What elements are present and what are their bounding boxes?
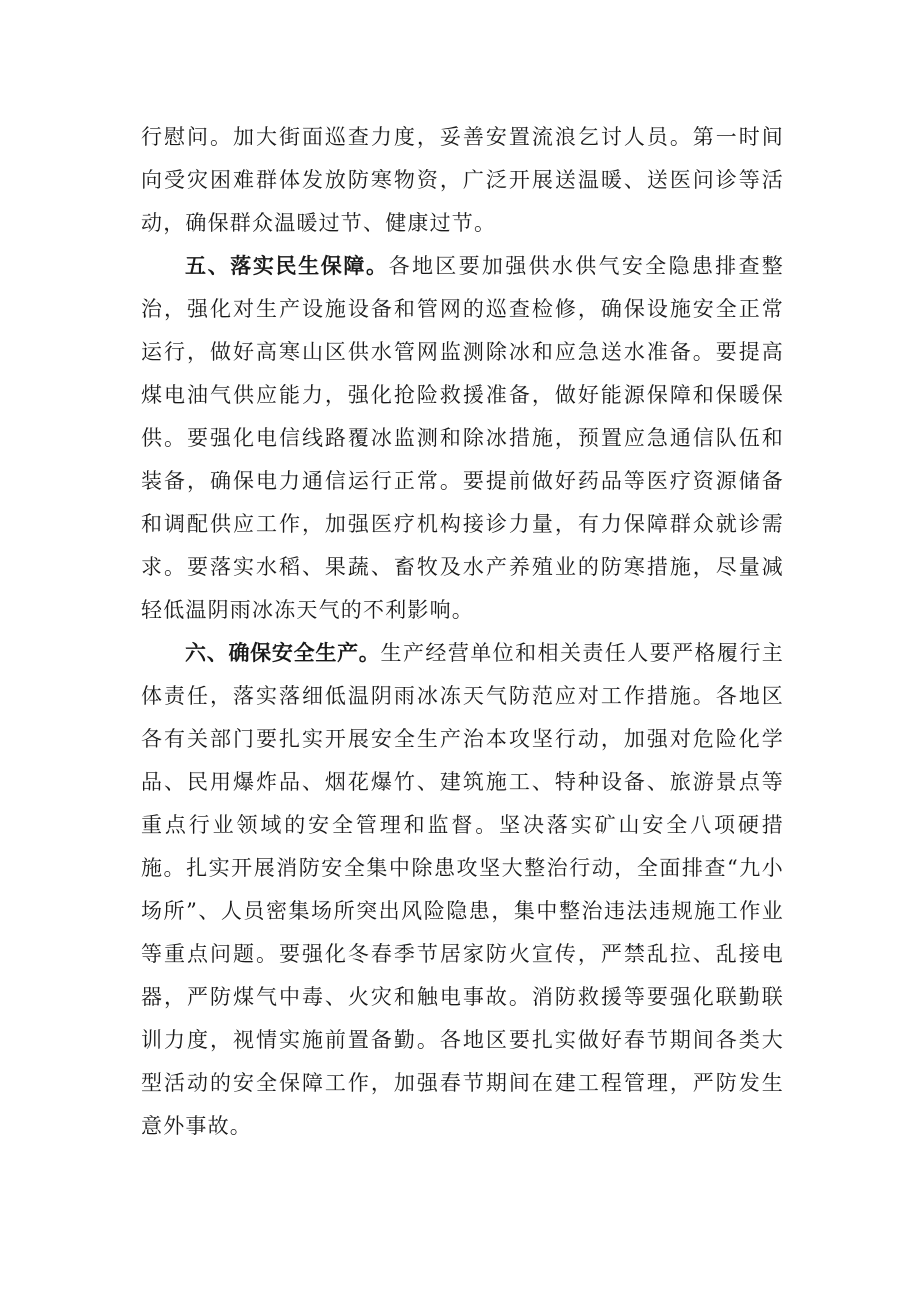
paragraph-text: 生产经营单位和相关责任人要严格履行主体责任，落实落细低温阴雨冰冻天气防范应对工作措施。各地区各有关部门要扎实开展安全生产治本攻坚行动，加强对危险化学品、民用爆炸品、烟花爆竹、建筑施工、特种设备、旅游景点等重点行业领域的安全管理和监督。坚决落实矿山安全八项硬措施。扎实开展消防安全集中除患攻坚大整治行动，全面排查“九小场所”、人员密集场所突出风险隐患，集中整治违法违规施工作业等重点问题。要强化冬春季节居家防火宣传，严禁乱拉、乱接电器，严防煤气中毒、火灾和触电事故。消防救援等要强化联勤联训力度，视情实施前置备勤。各地区要扎实做好春节期间各类大型活动的安全保障工作，加强春节期间在建工程管理，严防发生意外事故。 xyxy=(141,641,784,1138)
paragraph-text: 各地区要加强供水供气安全隐患排查整治，强化对生产设施设备和管网的巡查检修，确保设施安全正常运行，做好高寒山区供水管网监测除冰和应急送水准备。要提高煤电油气供应能力，强化抢险救援准备，做好能源保障和保暖保供。要强化电信线路覆冰监测和除冰措施，预置应急通信队伍和装备，确保电力通信运行正常。要提前做好药品等医疗资源储备和调配供应工作，加强医疗机构接诊力量，有力保障群众就诊需求。要落实水稻、果蔬、畜牧及水产养殖业的防寒措施，尽量减轻低温阴雨冰冻天气的不利影响。 xyxy=(141,254,785,622)
paragraph-continuation xyxy=(141,116,784,245)
paragraph-text: 行慰问。加大街面巡查力度，妥善安置流浪乞讨人员。第一时间向受灾困难群体发放防寒物资，广泛开展送温暖、送医问诊等活动，确保群众温暖过节、健康过节。 xyxy=(141,125,784,235)
section-heading-six: 六、确保安全生产。 xyxy=(185,641,381,665)
paragraph-livelihood-security xyxy=(141,245,784,632)
paragraph-safety-production xyxy=(141,632,784,1148)
document-body xyxy=(141,116,784,1148)
section-heading-five: 五、落实民生保障。 xyxy=(185,254,389,278)
